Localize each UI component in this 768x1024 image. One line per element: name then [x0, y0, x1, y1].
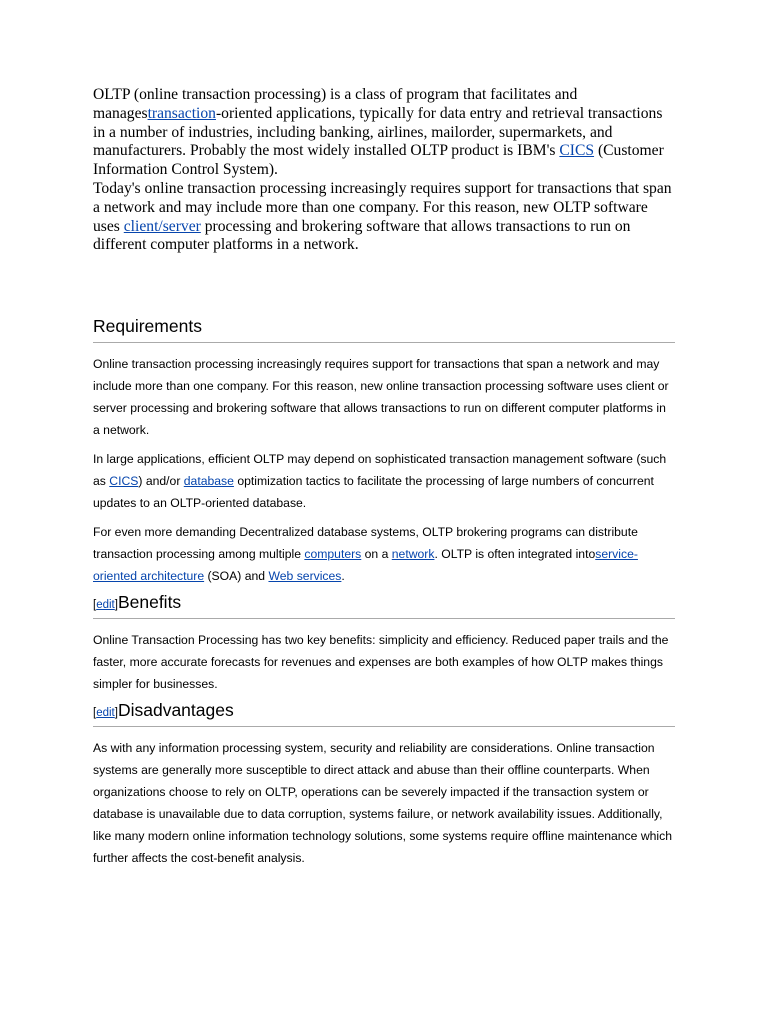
text-run: on a — [361, 547, 392, 562]
text-run: processing and brokering software that allows transactions to run on different computer platforms in a network. — [93, 217, 631, 254]
inline-link[interactable]: computers — [304, 547, 362, 562]
inline-link[interactable]: service-oriented architecture — [93, 547, 638, 584]
bracket-close: ] — [114, 707, 118, 720]
text-run: (Customer Information Control System). — [93, 142, 664, 179]
inline-link[interactable]: CICS — [109, 474, 139, 489]
text-run: Online transaction processing increasingly requires support for transactions that span a network and may include more than one company. For this reason, new online transaction processing software uses client or server processing and brokering software that allows transactions to run on different computer platforms in a network. — [93, 357, 669, 438]
inline-link[interactable]: database — [183, 474, 234, 489]
intro-paragraph — [93, 86, 675, 255]
text-run: . OLTP is often integrated into — [434, 547, 596, 562]
benefits-edit-anchor[interactable]: edit — [96, 599, 115, 612]
disadvantages-edit-link — [93, 707, 118, 719]
text-run: (SOA) and — [204, 569, 269, 584]
document-page — [93, 86, 675, 869]
inline-link[interactable]: CICS — [559, 142, 595, 160]
requirements-heading — [93, 316, 675, 343]
text-run: Today's online transaction processing increasingly requires support for transactions that span a network and may include more than one company. For this reason, new OLTP software uses — [93, 179, 672, 235]
text-run: Online Transaction Processing has two key benefits: simplicity and efficiency. Reduced paper trails and the faster, more accurate forecasts for revenues and expenses are both examples of how OLTP makes things simpler for businesses. — [93, 633, 669, 692]
requirements-heading-text: Requirements — [93, 316, 202, 337]
inline-link[interactable]: client/server — [123, 217, 201, 235]
disadvantages-heading — [93, 700, 675, 727]
disadvantages-edit-anchor[interactable]: edit — [96, 707, 115, 720]
intro-text-1 — [93, 86, 664, 178]
text-run: In large applications, efficient OLTP may depend on sophisticated transaction management software (such as — [93, 452, 667, 489]
bracket-open: [ — [93, 707, 97, 720]
inline-link[interactable]: Web services — [268, 569, 342, 584]
requirements-paragraph-1 — [93, 353, 675, 441]
intro-text-2 — [93, 180, 672, 253]
text-run: As with any information processing system, security and reliability are considerations. Online transaction systems are generally more susceptible to direct attack and abuse than their offline counterparts. When organizations choose to rely on OLTP, operations can be severely impacted if the transaction system or database is unavailable due to data corruption, systems failure, or network availability issues. Additionally, like many modern online information technology solutions, some systems require offline maintenance which further affects the cost-benefit analysis. — [93, 741, 672, 866]
inline-link[interactable]: transaction — [147, 104, 216, 122]
requirements-paragraph-2 — [93, 448, 675, 514]
benefits-paragraph-1 — [93, 629, 675, 695]
text-run: For even more demanding Decentralized database systems, OLTP brokering programs can distribute transaction processing among multiple — [93, 525, 638, 562]
bracket-close: ] — [114, 599, 118, 612]
disadvantages-paragraph-1 — [93, 737, 675, 869]
text-run: . — [341, 569, 345, 584]
text-run: ) and/or — [138, 474, 184, 489]
benefits-edit-link — [93, 599, 118, 611]
text-run: optimization tactics to facilitate the processing of large numbers of concurrent updates to an OLTP-oriented database. — [93, 474, 654, 511]
benefits-heading — [93, 592, 675, 619]
disadvantages-heading-text: Disadvantages — [117, 700, 234, 721]
text-run: -oriented applications, typically for data entry and retrieval transactions in a number of industries, including banking, airlines, mailorder, supermarkets, and manufacturers. Probably the most widely installed OLTP product is IBM's — [93, 104, 663, 160]
bracket-open: [ — [93, 599, 97, 612]
requirements-paragraph-3 — [93, 521, 675, 587]
benefits-heading-text: Benefits — [117, 592, 182, 613]
inline-link[interactable]: network — [391, 547, 435, 562]
text-run: OLTP (online transaction processing) is a class of program that facilitates and manages — [93, 86, 578, 122]
